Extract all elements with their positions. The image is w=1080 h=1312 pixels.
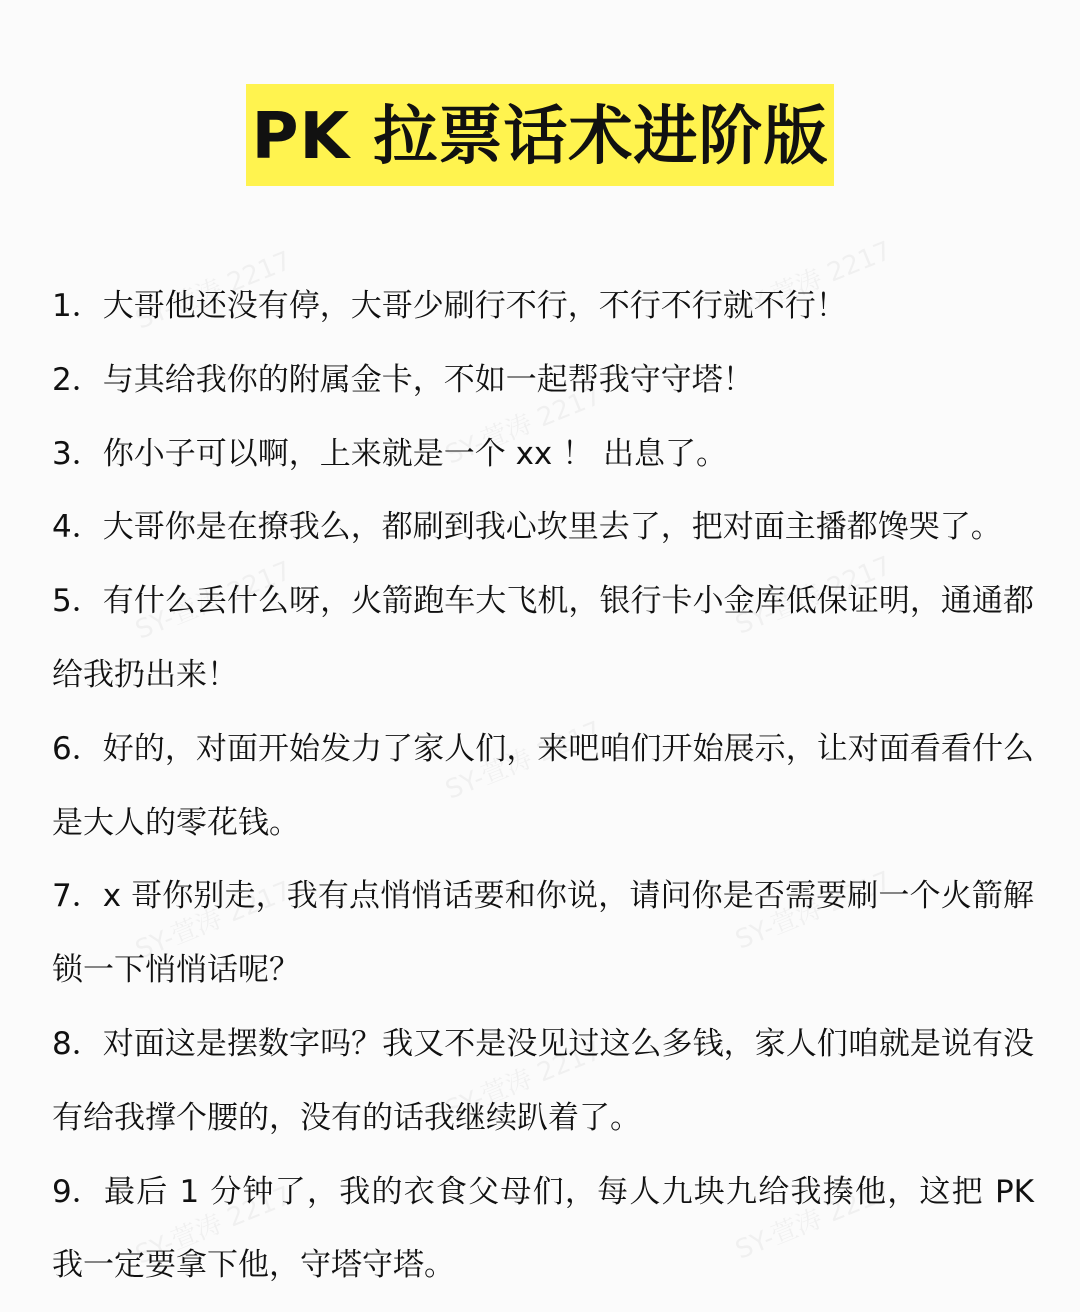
item-number: 7． xyxy=(52,878,103,915)
item-text: 与其给我你的附属金卡，不如一起帮我守守塔！ xyxy=(102,361,754,398)
page-title: PK 拉票话术进阶版 xyxy=(246,84,835,186)
item-number: 3． xyxy=(52,435,103,472)
item-text: 有什么丢什么呀，火箭跑车大飞机，银行卡小金库低保证明，通通都给我扔出来！ xyxy=(52,583,1034,693)
item-text: 对面这是摆数字吗？我又不是没见过这么多钱，家人们咱就是说有没有给我撑个腰的，没有的话我继续趴着了。 xyxy=(52,1025,1034,1136)
item-text: 你小子可以啊，上来就是一个 xx ！ 出息了。 xyxy=(102,435,727,472)
item-text: 大哥他还没有停，大哥少刷行不行，不行不行就不行！ xyxy=(102,288,847,324)
item-text: 最后 1 分钟了，我的衣食父母们，每人九块九给我揍他，这把 PK 我一定要拿下他，守塔守塔。 xyxy=(52,1173,1034,1284)
item-text: 好的，对面开始发力了家人们，来吧咱们开始展示，让对面看看什么是大人的零花钱。 xyxy=(52,730,1034,841)
item-number: 4． xyxy=(52,509,103,546)
item-text: x 哥你别走，我有点悄悄话要和你说，请问你是否需要刷一个火箭解锁一下悄悄话呢？ xyxy=(52,878,1034,989)
item-number: 5． xyxy=(52,583,103,620)
item-number: 8． xyxy=(52,1025,103,1062)
item-number: 1． xyxy=(52,288,103,324)
item-number: 9． xyxy=(52,1173,103,1210)
item-number: 6． xyxy=(52,730,103,767)
item-text: 大哥你是在撩我么，都刷到我心坎里去了，把对面主播都馋哭了。 xyxy=(102,509,1002,546)
title-container xyxy=(0,84,1080,186)
list-item xyxy=(52,491,1034,565)
item-number: 2． xyxy=(52,361,103,398)
